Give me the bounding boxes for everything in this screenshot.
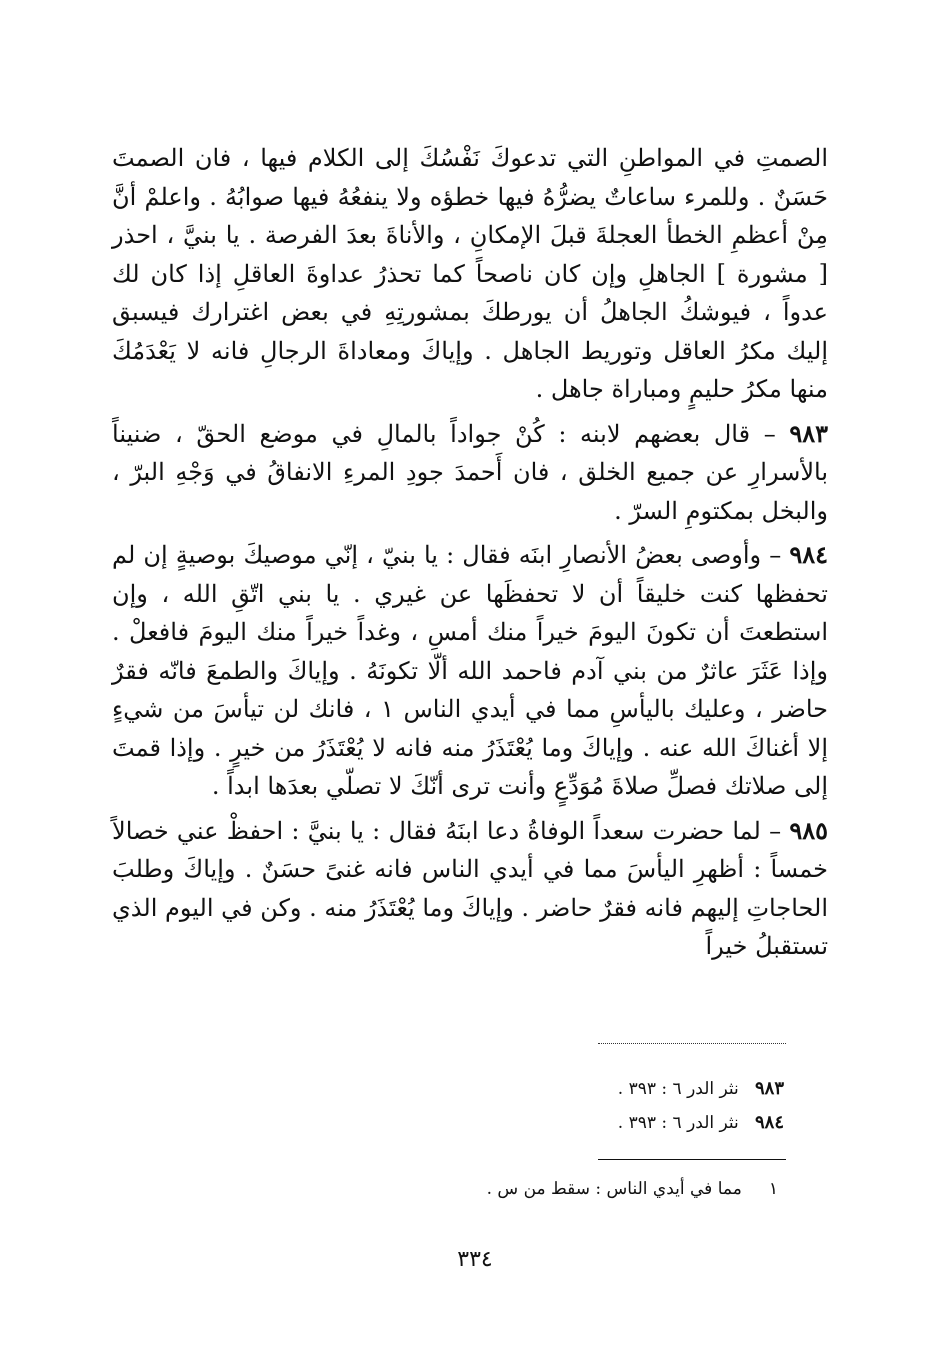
page-number: ٣٣٤ [457,1247,493,1272]
footnote-divider [598,1159,786,1160]
entry-number: ٩٨٥ [789,815,828,845]
main-text [112,139,828,966]
entry-number: ٩٨٤ [789,540,828,569]
source-references [618,1072,784,1140]
paragraph-984 [112,536,828,806]
reference-text: نثر الدر ٦ : ٣٩٣ . [617,1079,739,1099]
footnote-text: مما في أيدي الناس : سقط من س . [486,1179,742,1199]
paragraph-985 [112,812,828,966]
references-divider [598,1043,786,1044]
reference-number: ٩٨٤ [754,1112,784,1133]
paragraph-text: – قال بعضهم لابنه : كُنْ جواداً بالمالِ في موضع الحقّ ، ضنيناً بالأسرارِ عن جميع الخلق ، فان أَحمدَ جودِ المرءِ الانفاقُ في وَجْهِ البرّ ، والبخل بمكتومِ السرّ . [112,419,828,525]
reference-number: ٩٨٣ [754,1078,784,1099]
footnote [487,1179,778,1199]
paragraph-text: – لما حضرت سعداً الوفاةُ دعا ابنَهُ فقال : يا بنيَّ : احفظْ عني خصالاً خمساً : أظهرِ اليأسَ مما في أيدي الناس فانه غنىً حسَنٌ . وإياكَ وطلبَ الحاجاتِ إليهم فانه فقرٌ حاضر . وإياكَ وما يُعْتَذَرُ منه . وكن في اليوم الذي تستقبلُ خيراً [112,816,828,960]
paragraph-text: – وأوصى بعضُ الأنصارِ ابنَه فقال : يا بنيّ ، إنّي موصيكَ بوصيةٍ إن لم تحفظها كنت خليقاً أن لا تحفظَها عن غيري . يا بني اتّقِ الله ، وإن استطعتَ أن تكونَ اليومَ خيراً منك أمسِ ، وغداً خيراً منك اليومَ فافعلْ . وإذا عَثَرَ عاثرٌ من بني آدم فاحمد الله ألّا تكونَهُ . وإياكَ والطمعَ فانّه فقرٌ حاضر ، وعليك باليأسِ مما في أيدي الناس ١ ، فانك لن تيأسَ من شيءٍ إلا أغناكَ الله عنه . وإياكَ وما يُعْتَذَرُ منه فانه لا يُعْتَذَرُ من خيرٍ . وإذا قمتَ إلى صلاتك فصلِّ صلاةَ مُوَدِّعٍ وأنت ترى أنّكَ لا تصلّي بعدَها ابداً . [112,541,828,800]
footnote-marker: ١ [768,1179,778,1199]
paragraph-continued [112,139,828,409]
reference-item [618,1072,784,1106]
reference-item [618,1106,784,1140]
paragraph-983 [112,415,828,531]
paragraph-text: الصمتِ في المواطنِ التي تدعوكَ نَفْسُكَ إلى الكلام فيها ، فان الصمتَ حَسَنٌ . وللمرء ساعاتٌ يضرُّهُ فيها خطؤه ولا ينفعُهُ فيها صوابُهُ . واعلمْ أنَّ مِنْ أعظمِ الخطأ العجلةَ قبلَ الإمكانِ ، والأناةَ بعدَ الفرصة . يا بنيَّ ، احذر [ مشورة ] الجاهلِ وإن كان ناصحاً كما تحذرُ عداوةَ العاقلِ إذا كان لك عدواً ، فيوشكُ الجاهلُ أن يورطكَ بمشورتِهِ في بعض اغترارك فيسبق إليك مكرُ العاقل وتوريط الجاهل . وإياكَ ومعاداةَ الرجالِ فانه لا يَعْدَمُكَ منها مكرُ حليمٍ ومباراة جاهل . [112,144,828,403]
reference-text: نثر الدر ٦ : ٣٩٣ . [617,1113,739,1133]
entry-number: ٩٨٣ [789,418,828,448]
